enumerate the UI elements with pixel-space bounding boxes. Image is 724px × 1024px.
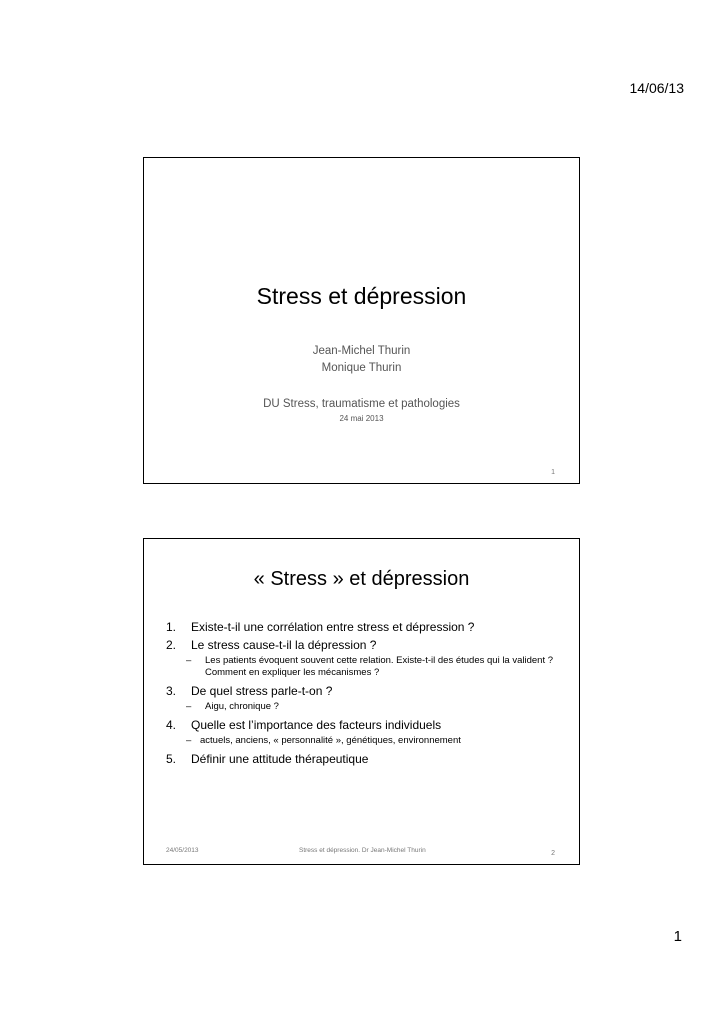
sub-item-text: Les patients évoquent souvent cette relation. Existe-t-il des études qui la valident ? Comment en expliquer les mécanismes ? [205,655,554,678]
list-item [166,717,563,733]
author-name: Jean-Michel Thurin [312,345,411,357]
slide-1-title: Stress et dépression [256,283,467,309]
dash-bullet: – [186,701,192,712]
question-list [166,619,563,769]
item-number: 2. [166,638,177,652]
list-item [166,751,563,767]
item-number: 4. [166,718,177,732]
item-text: Existe-t-il une corrélation entre stress et dépression ? [191,620,475,634]
dash-bullet: – [186,735,192,746]
course-name: DU Stress, traumatisme et pathologies [263,398,460,410]
footer-date: 24/05/2013 [166,847,199,854]
sub-item [186,735,563,747]
slide-1 [143,157,580,484]
dash-bullet: – [186,655,192,666]
author-name: Monique Thurin [321,362,402,374]
footer-author: Stress et dépression. Dr Jean-Michel Thurin [299,847,426,854]
item-text: Quelle est l’importance des facteurs individuels [191,718,442,732]
list-item [166,619,563,635]
slide-number: 1 [551,469,555,476]
item-text: De quel stress parle-t-on ? [191,684,333,698]
presentation-date: 24 mai 2013 [339,414,384,423]
item-number: 1. [166,620,177,634]
sub-item-text: Aigu, chronique ? [205,701,279,712]
sub-item [186,655,563,679]
slide-2-title: « Stress » et dépression [253,568,470,590]
item-text: Le stress cause-t-il la dépression ? [191,638,377,652]
item-number: 3. [166,684,177,698]
page-number: 1 [673,928,682,945]
sub-item [186,701,563,713]
slide-number: 2 [551,850,555,857]
item-text: Définir une attitude thérapeutique [191,752,369,766]
list-item [166,637,563,653]
slide-2 [143,538,580,865]
item-number: 5. [166,752,177,766]
page-date: 14/06/13 [629,80,684,96]
list-item [166,683,563,699]
sub-item-text: actuels, anciens, « personnalité », génétiques, environnement [200,735,461,746]
